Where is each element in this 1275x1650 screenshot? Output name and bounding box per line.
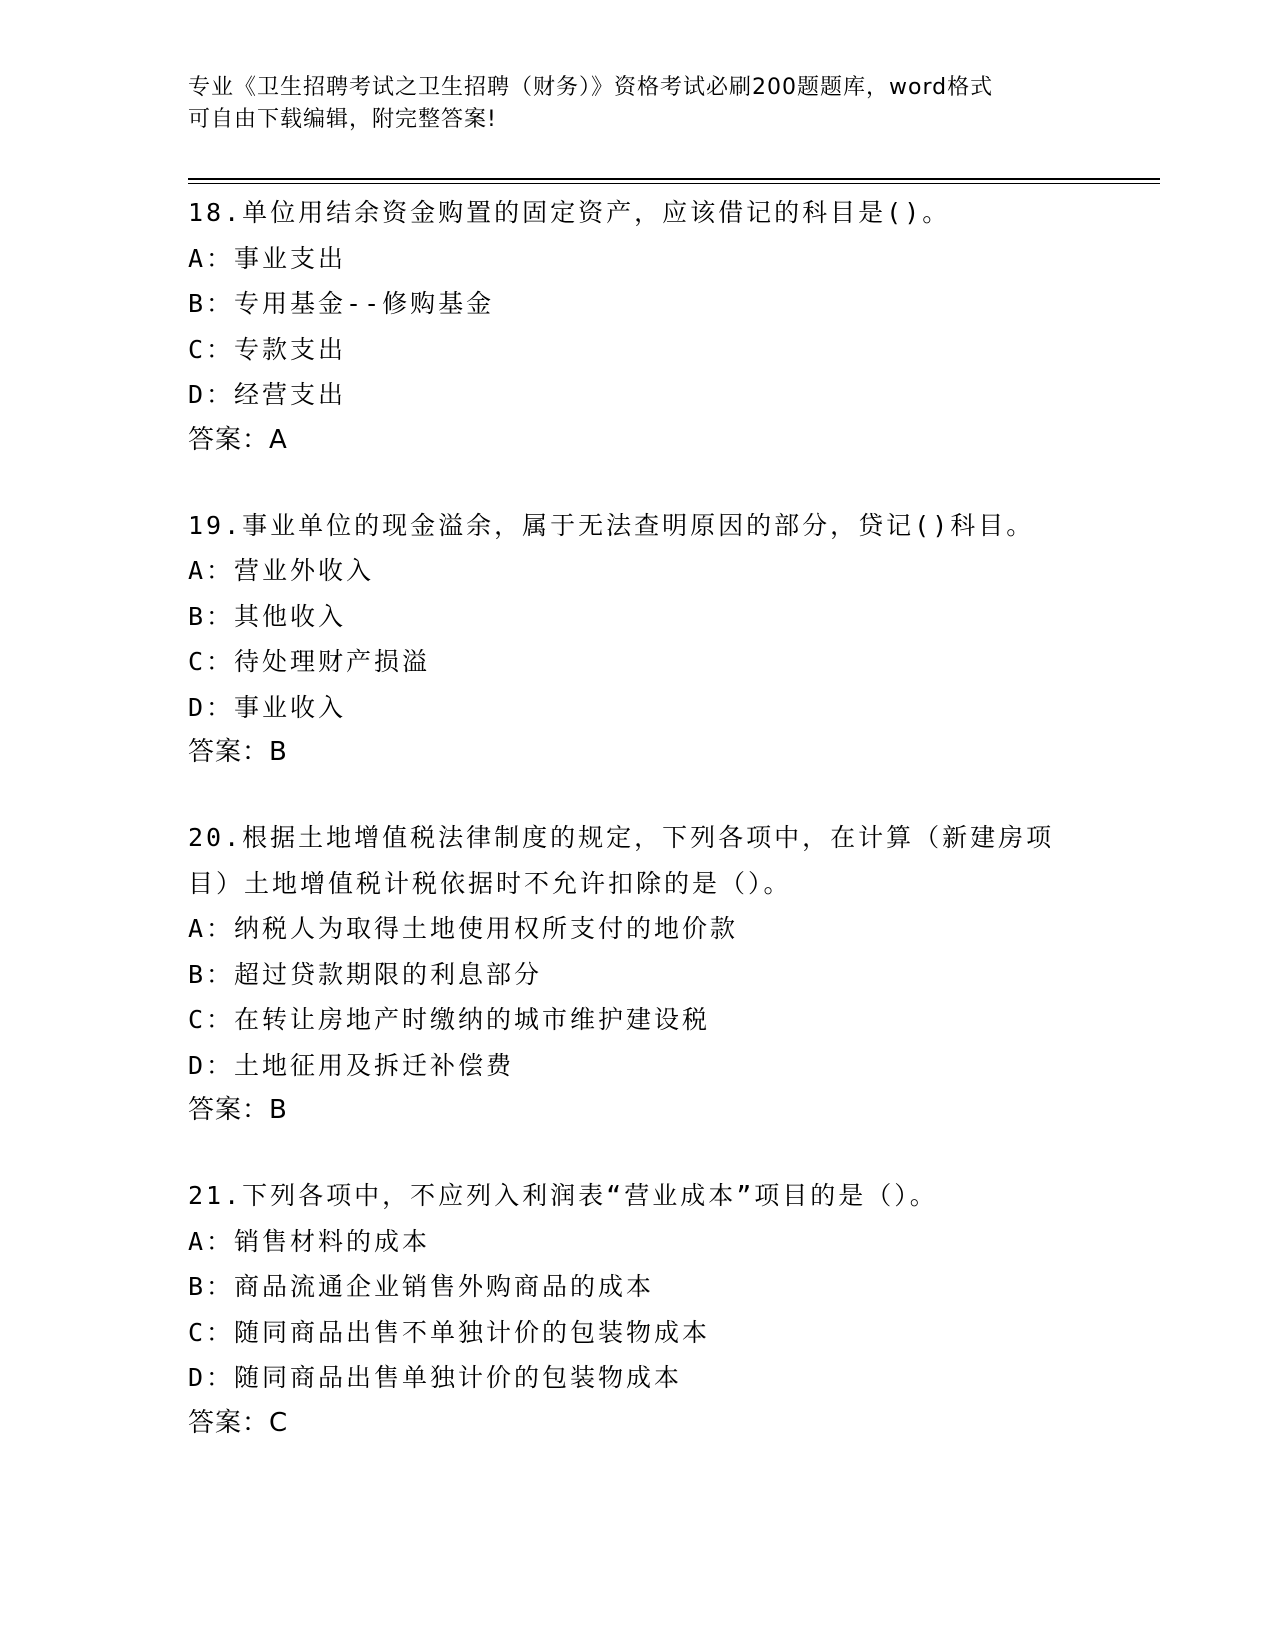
answer-line: 答案：A xyxy=(188,424,288,455)
header-rule-thick xyxy=(188,178,1160,180)
question-stem-line: 21.下列各项中，不应列入利润表“营业成本”项目的是（）。 xyxy=(188,1181,938,1210)
question-stem-line: 19.事业单位的现金溢余，属于无法查明原因的部分，贷记()科目。 xyxy=(188,510,1035,540)
option-a: A：销售材料的成本 xyxy=(188,1226,431,1256)
option-a: A：事业支出 xyxy=(188,243,347,273)
question-block xyxy=(188,503,1148,776)
question-stem xyxy=(188,1173,1148,1219)
option-b: B：超过贷款期限的利息部分 xyxy=(188,959,543,989)
header-line-2: 可自由下载编辑，附完整答案! xyxy=(188,107,497,132)
header-rule-thin xyxy=(188,183,1160,184)
option-c: C：专款支出 xyxy=(188,334,347,364)
answer-line: 答案：C xyxy=(188,1407,289,1438)
question-stem-line: 目）土地增值税计税依据时不允许扣除的是（）。 xyxy=(188,868,792,898)
document-header xyxy=(188,72,1088,136)
option-d: D：经营支出 xyxy=(188,380,347,409)
question-stem xyxy=(188,503,1148,549)
question-stem xyxy=(188,815,1148,906)
question-stem xyxy=(188,190,1148,236)
question-block xyxy=(188,1173,1148,1446)
header-line-1: 专业《卫生招聘考试之卫生招聘（财务）》资格考试必刷200题题库，word格式 xyxy=(188,75,994,100)
option-c: C：随同商品出售不单独计价的包装物成本 xyxy=(188,1317,711,1347)
question-block xyxy=(188,190,1148,463)
option-d: D：随同商品出售单独计价的包装物成本 xyxy=(188,1363,683,1392)
option-a: A：纳税人为取得土地使用权所支付的地价款 xyxy=(188,914,739,943)
option-b: B：专用基金--修购基金 xyxy=(188,289,495,318)
option-d: D：事业收入 xyxy=(188,692,347,722)
answer-line: 答案：B xyxy=(188,737,288,767)
answer-line: 答案：B xyxy=(188,1095,288,1125)
option-c: C：在转让房地产时缴纳的城市维护建设税 xyxy=(188,1005,711,1034)
question-stem-line: 18.单位用结余资金购置的固定资产，应该借记的科目是()。 xyxy=(188,198,951,227)
question-list xyxy=(188,190,1148,1486)
option-b: B：其他收入 xyxy=(188,601,347,631)
option-c: C：待处理财产损溢 xyxy=(188,647,431,676)
option-b: B：商品流通企业销售外购商品的成本 xyxy=(188,1272,655,1301)
option-d: D：土地征用及拆迁补偿费 xyxy=(188,1050,515,1080)
question-stem-line: 20.根据土地增值税法律制度的规定，下列各项中，在计算（新建房项 xyxy=(188,823,1055,852)
option-a: A：营业外收入 xyxy=(188,556,375,585)
question-block xyxy=(188,815,1148,1133)
